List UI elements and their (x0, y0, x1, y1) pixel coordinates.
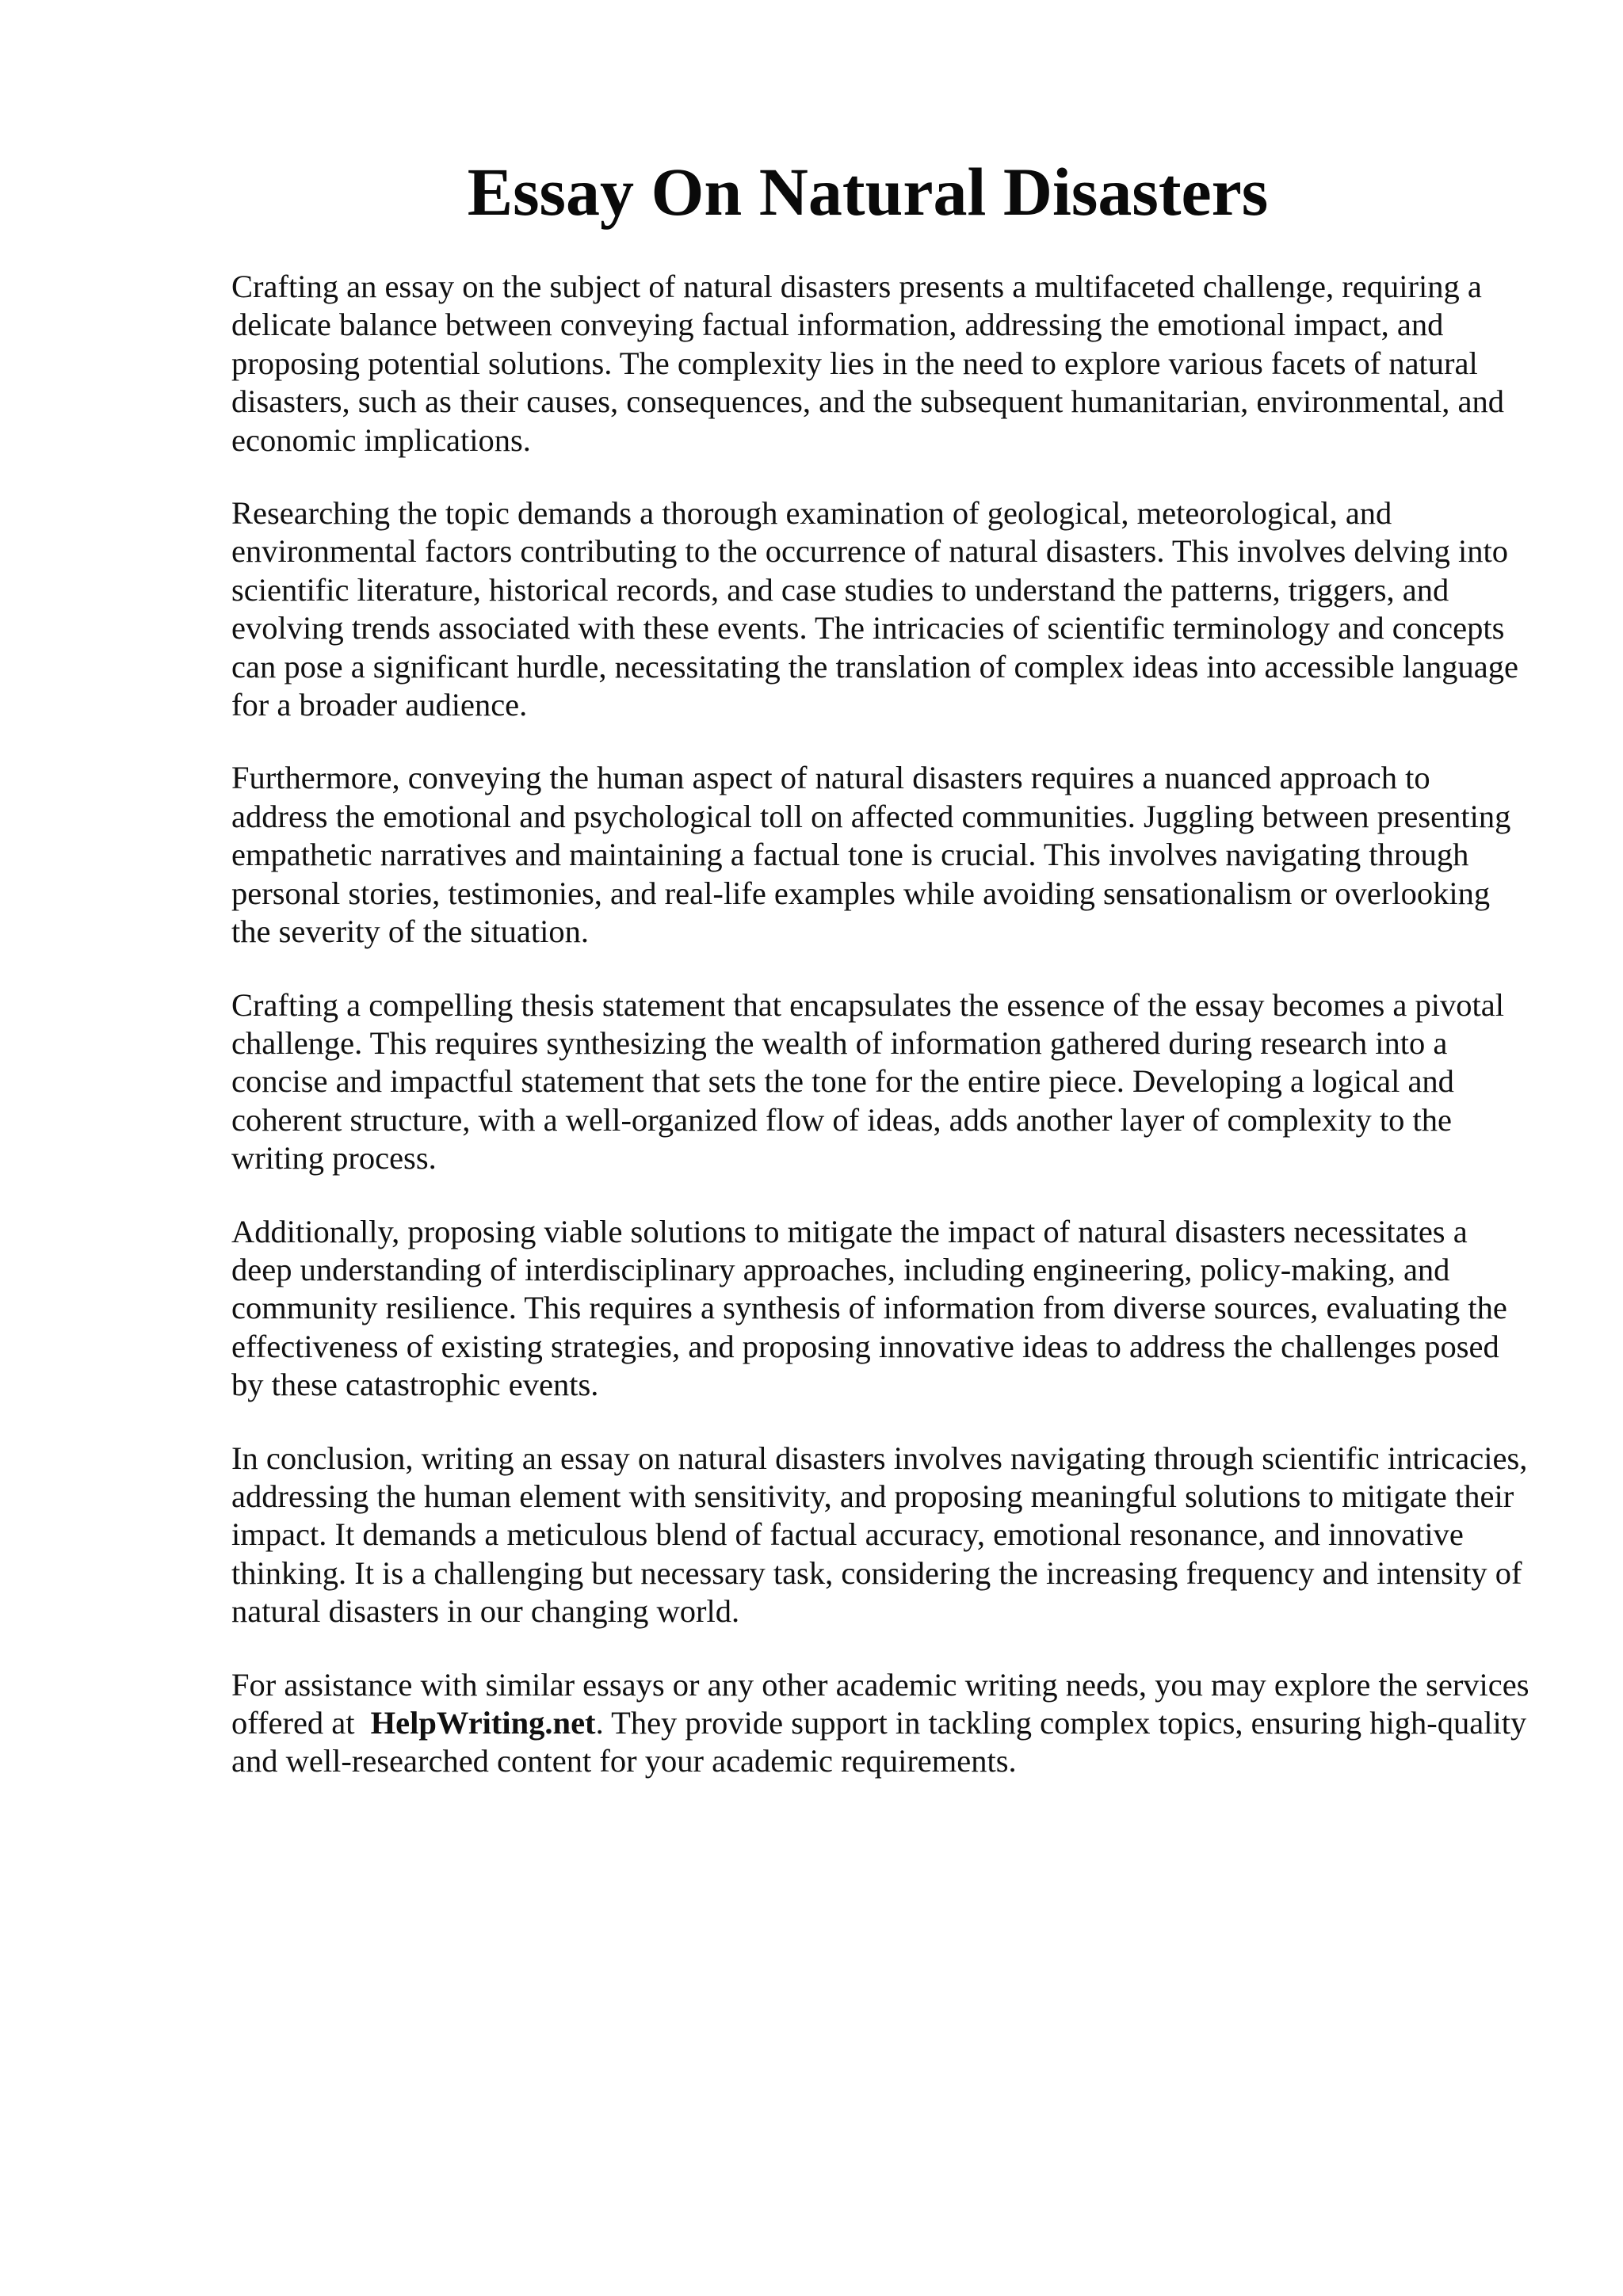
paragraph-thesis: Crafting a compelling thesis statement that encapsulates the essence of the essay becomes a pivotal challenge. This requires synthesizing the wealth of information gathered during research into a concise and impactful statement that sets the tone for the entire piece. Developing a logical and coherent structure, with a well-organized flow of ideas, adds another layer of complexity to the writing process. (231, 986, 1504, 1177)
closing-text-after: . They provide support in tackling complex topics, ensuring high-quality and well-researched content for your academic requirements. (231, 1705, 1527, 1779)
paragraph-intro: Crafting an essay on the subject of natural disasters presents a multifaceted challenge, requiring a delicate balance between conveying factual information, addressing the emotional impact, and proposing potential solutions. The complexity lies in the need to explore various facets of natural disasters, such as their causes, consequences, and the subsequent humanitarian, environmental, and economic implications. (231, 269, 1505, 458)
paragraph-human-aspect: Furthermore, conveying the human aspect of natural disasters requires a nuanced approach to address the emotional and psychological toll on affected communities. Juggling between presenting empathetic narratives and maintaining a factual tone is crucial. This involves navigating through personal stories, testimonies, and real-life examples while avoiding sensationalism or overlooking the severity of the situation. (231, 760, 1511, 950)
paragraph-conclusion: In conclusion, writing an essay on natural disasters involves navigating through scientific intricacies, addressing the human element with sensitivity, and proposing meaningful solutions to mitigate their impact. It demands a meticulous blend of factual accuracy, emotional resonance, and innovative thinking. It is a challenging but necessary task, considering the increasing frequency and intensity of natural disasters in our changing world. (231, 1440, 1528, 1630)
document-title: Essay On Natural Disasters (467, 154, 1269, 230)
helpwriting-brand-link[interactable]: HelpWriting.net (370, 1705, 596, 1741)
paragraph-closing (231, 1666, 1531, 1781)
paragraph-research: Researching the topic demands a thorough examination of geological, meteorological, and environmental factors contributing to the occurrence of natural disasters. This involves delving into scientific literature, historical records, and case studies to understand the patterns, triggers, and evolving trends associated with these events. The intricacies of scientific terminology and concepts can pose a significant hurdle, necessitating the translation of complex ideas into accessible language for a broader audience. (231, 495, 1518, 723)
document-body (231, 268, 1531, 1816)
paragraph-solutions: Additionally, proposing viable solutions to mitigate the impact of natural disasters necessitates a deep understanding of interdisciplinary approaches, including engineering, policy-making, and community resilience. This requires a synthesis of information from diverse sources, evaluating the effectiveness of existing strategies, and proposing innovative ideas to address the challenges posed by these catastrophic events. (231, 1213, 1507, 1403)
closing-text-before: For assistance with similar essays or any other academic writing needs, you may explore the services offered at (231, 1666, 1529, 1741)
